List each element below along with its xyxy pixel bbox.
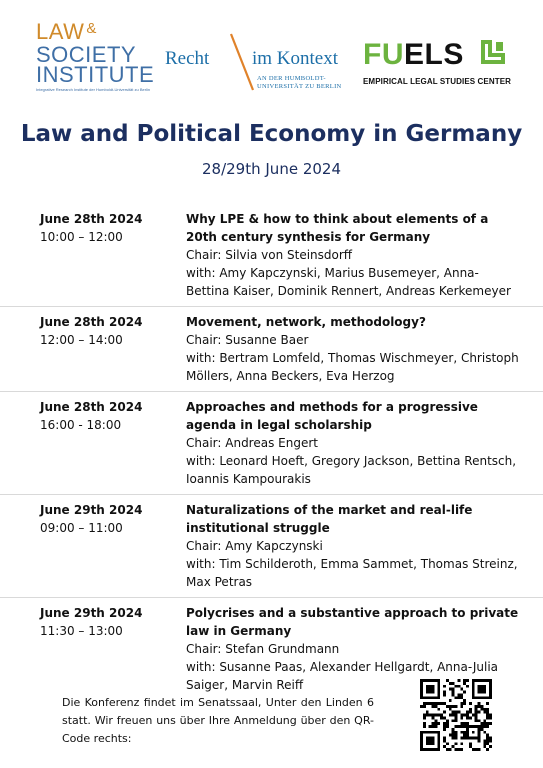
lsi-line2: SOCIETY	[36, 42, 137, 67]
session-time: 10:00 – 12:00	[40, 230, 123, 244]
session-chair: Chair: Susanne Baer	[186, 333, 309, 347]
rik-word-recht: Recht	[165, 48, 210, 69]
session-item	[0, 501, 543, 598]
page-subtitle: 28/29th June 2024	[202, 160, 341, 178]
lsi-ampersand: &	[86, 20, 97, 37]
fuels-word-els: ELS	[404, 38, 464, 71]
session-list	[0, 210, 543, 706]
session-date: June 28th 2024	[40, 315, 143, 329]
rik-word-im-kontext: im Kontext	[252, 48, 339, 69]
session-chair: Chair: Silvia von Steinsdorff	[186, 248, 353, 262]
lsi-line1: LAW	[36, 19, 85, 44]
session-time: 11:30 – 13:00	[40, 624, 123, 638]
venue-registration-note: Die Konferenz findet im Senatssaal, Unter den Linden 6 statt. Wir freuen uns über Ihre Anmeldung über den QR-Code rechts:	[62, 696, 374, 745]
session-title: Approaches and methods for a progressive agenda in legal scholarship	[186, 400, 478, 432]
session-item	[0, 398, 543, 495]
rik-subtitle	[257, 75, 342, 91]
session-chair: Chair: Andreas Engert	[186, 436, 318, 450]
session-date: June 29th 2024	[40, 503, 143, 517]
lsi-line3: INSTITUTE	[36, 62, 155, 87]
session-time: 16:00 - 18:00	[40, 418, 122, 432]
lsi-subtitle: Integrative Research Institute der Humboldt-Universität zu Berlin	[36, 87, 151, 92]
fuels-bracket-icon	[479, 38, 507, 66]
recht-im-kontext-logo	[165, 32, 350, 92]
session-title: Why LPE & how to think about elements of a 20th century synthesis for Germany	[186, 212, 489, 244]
session-speakers: with: Susanne Paas, Alexander Hellgardt, Anna-Julia Saiger, Marvin Reiff	[186, 660, 499, 692]
session-item	[0, 210, 543, 307]
fuels-tagline: EMPIRICAL LEGAL STUDIES CENTER	[363, 77, 512, 86]
fuels-logo	[363, 40, 513, 90]
session-title: Naturalizations of the market and real-life institutional struggle	[186, 503, 473, 535]
page-title: Law and Political Economy in Germany	[20, 121, 523, 147]
session-date: June 29th 2024	[40, 606, 143, 620]
session-date: June 28th 2024	[40, 212, 143, 226]
session-speakers: with: Amy Kapczynski, Marius Busemeyer, Anna-Bettina Kaiser, Dominik Rennert, Andreas Kerkemeyer	[186, 266, 511, 298]
rik-subtitle-line1: AN DER HUMBOLDT-	[257, 75, 326, 82]
rik-subtitle-line2: UNIVERSITÄT ZU BERLIN	[257, 83, 342, 90]
registration-qr-code[interactable]	[420, 679, 492, 751]
session-title: Polycrises and a substantive approach to private law in Germany	[186, 606, 519, 638]
session-item	[0, 313, 543, 392]
session-speakers: with: Tim Schilderoth, Emma Sammet, Thomas Streinz, Max Petras	[186, 557, 518, 589]
session-chair: Chair: Amy Kapczynski	[186, 539, 323, 553]
session-speakers: with: Leonard Hoeft, Gregory Jackson, Bettina Rentsch, Ioannis Kampourakis	[186, 454, 517, 486]
session-chair: Chair: Stefan Grundmann	[186, 642, 340, 656]
session-time: 09:00 – 11:00	[40, 521, 123, 535]
session-speakers: with: Bertram Lomfeld, Thomas Wischmeyer, Christoph Möllers, Anna Beckers, Eva Herzog	[186, 351, 519, 383]
session-time: 12:00 – 14:00	[40, 333, 123, 347]
fuels-word-fu: FU	[363, 38, 404, 71]
session-date: June 28th 2024	[40, 400, 143, 414]
law-society-institute-logo	[36, 19, 155, 92]
session-title: Movement, network, methodology?	[186, 315, 426, 329]
